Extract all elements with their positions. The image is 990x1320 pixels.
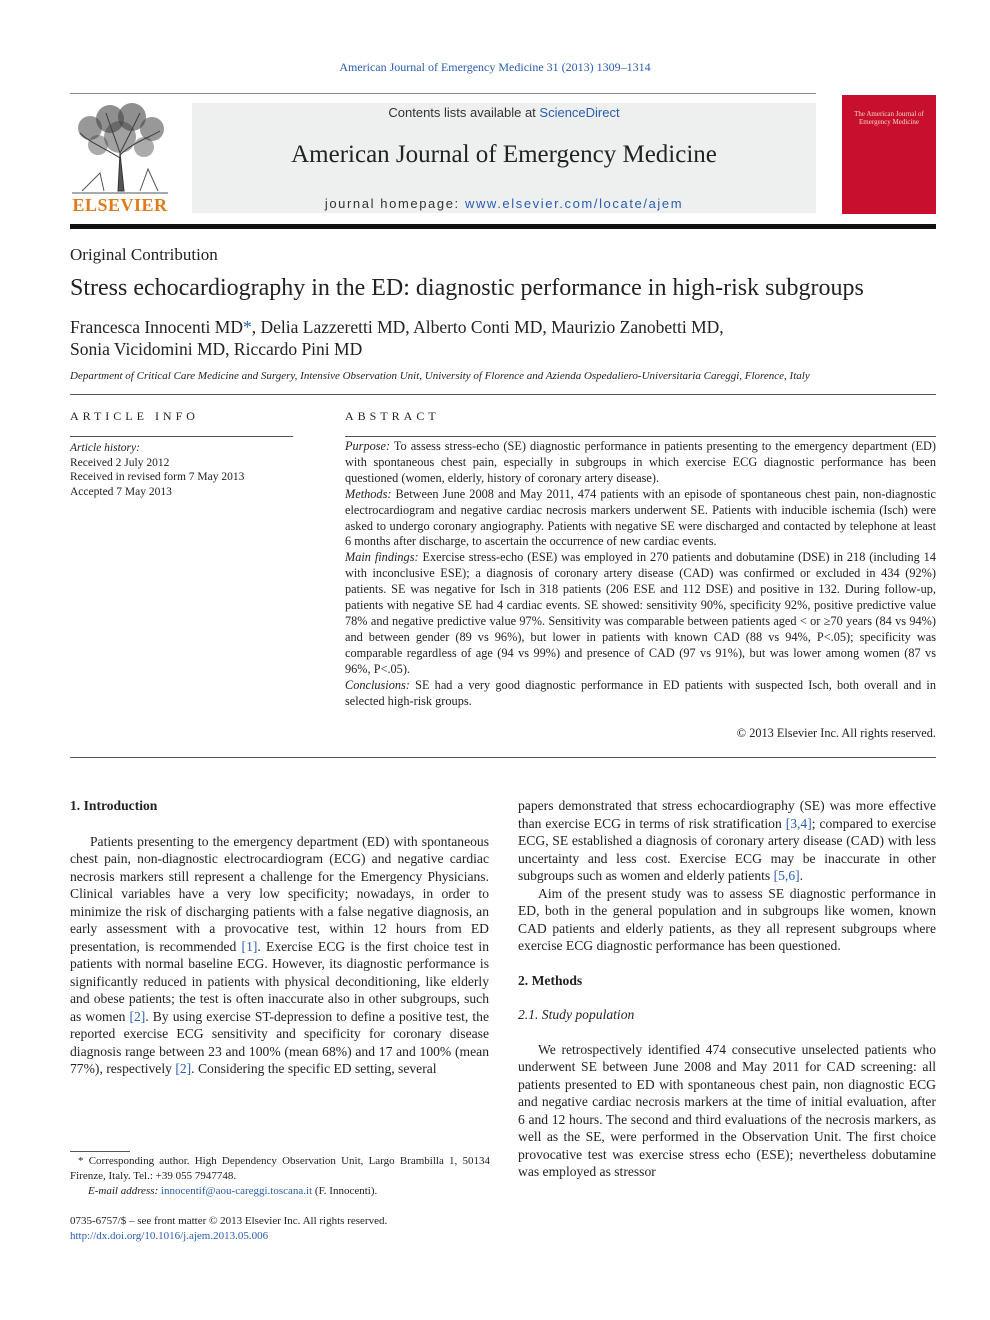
homepage-link[interactable]: www.elsevier.com/locate/ajem	[464, 196, 684, 211]
author-email-link[interactable]: innocentif@aou-careggi.toscana.it	[160, 1185, 313, 1197]
article-title: Stress echocardiography in the ED: diagnostic performance in high-risk subgroups	[70, 275, 864, 301]
doi-link[interactable]: http://dx.doi.org/10.1016/j.ajem.2013.05.006	[70, 1229, 269, 1242]
article-history: Article history: Received 2 July 2012 Received in revised form 7 May 2013 Accepted 7 May 2013	[70, 442, 245, 498]
right-column	[518, 797, 936, 1181]
abstract-findings: Main findings: Exercise stress-echo (ESE) was employed in 270 patients and dobutamine (DSE) in 218 (including 14 with inconclusive ESE); a diagnosis of coronary artery disease (CAD) was confirmed or excluded in 434 (92%) patients. SE was negative for Isch in 318 patients (206 ESE and 112 DSE) and positive in 132. During follow-up, patients with negative SE had 4 cardiac events. SE showed: sensitivity 90%, specificity 92%, positive predictive value 78% and negative predictive value 97%. Sensitivity was comparable between patients aged < or ≥70 years (84 vs 94%) and between gender (89 vs 96%), but lower in patients with known CAD (88 vs 94%, P<.05); specificity was comparable regardless of age (94 vs 99%) and presence of CAD (97 vs 91%), but was lower among women (87 vs 96%, P<.05).	[345, 550, 936, 676]
body-paragraph: We retrospectively identified 474 consecutive unselected patients who underwent SE between June 2008 and May 2011 for CAD screening: all patients presented to ED with spontaneous chest pain, non diagnostic ECG and negative cardiac necrosis markers at the time of initial evaluation, after 6 and 12 hours. The second and third evaluations of the necrosis markers, as well as the SE, were performed in the Observation Unit. The first choice provocative test was exercise stress echo (ESE); nevertheless dobutamine was employed as stressor	[518, 1041, 936, 1179]
intro-paragraph: Patients presenting to the emergency department (ED) with spontaneous chest pain, non-diagnostic electrocardiogram (ECG) and negative cardiac necrosis markers still represent a challenge for the Emergency Physicians. Clinical variables have a very low specificity; nowadays, in order to minimize the risk of discharging patients with a false negative diagnosis, an early assessment with a provocative test, within 12 hours from ED presentation, is recommended [1]. Exercise ECG is the first choice test in patients with normal baseline ECG. However, its diagnostic performance is significantly reduced in patients with physical deconditioning, like elderly and obese patients; the test is often inaccurate also in other subgroups, such as women [2]. By using exercise ST-depression to define a positive test, the reported exercise ECG sensitivity and specificity for coronary disease diagnosis range between 23 and 100% (mean 68%) and 17 and 100% (mean 77%), respectively [2]. Considering the specific ED setting, several	[70, 833, 490, 1076]
ref-link[interactable]: [2]	[175, 1061, 192, 1076]
study-population-heading: 2.1. Study population	[518, 1007, 635, 1022]
corresponding-author-mark[interactable]: *	[243, 317, 252, 337]
header-thick-rule	[70, 224, 936, 229]
divider	[70, 394, 936, 395]
abstract-heading: ABSTRACT	[345, 409, 440, 423]
ref-link[interactable]: [1]	[241, 938, 258, 954]
affiliation: Department of Critical Care Medicine and Surgery, Intensive Observation Unit, University of Florence and Azienda Ospedaliero-Universitaria Careggi, Florence, Italy	[70, 370, 810, 382]
footnote-rule	[70, 1151, 130, 1152]
methods-heading: 2. Methods	[518, 972, 583, 988]
intro-heading: 1. Introduction	[70, 798, 158, 813]
abstract-copyright: © 2013 Elsevier Inc. All rights reserved.	[736, 726, 936, 740]
ref-link[interactable]: [5,6]	[773, 868, 800, 883]
journal-title: American Journal of Emergency Medicine	[291, 141, 717, 168]
corresponding-footnote: * Corresponding author. High Dependency Observation Unit, Largo Brambilla 1, 50134 Firenze, Italy. Tel.: +39 055 7947748. E-mail address: innocentif@aou-careggi.toscana.it (F. Innocenti).	[70, 1155, 490, 1197]
abstract-methods: Methods: Between June 2008 and May 2011, 474 patients with an episode of spontaneous chest pain, non-diagnostic electrocardiogram and negative cardiac necrosis markers underwent SE. Patients with inducible ischemia (Isch) were asked to undergo coronary angiography. Patients with negative SE were discharged and contacted by telephone at least 6 months after discharge, to ascertain the occurrence of new cardiac events.	[345, 486, 936, 549]
journal-citation[interactable]: American Journal of Emergency Medicine 31 (2013) 1309–1314	[339, 60, 651, 74]
article-info-rule	[70, 436, 293, 437]
elsevier-wordmark: ELSEVIER	[72, 195, 168, 215]
abstract-rule	[345, 436, 936, 437]
body-paragraph: Aim of the present study was to assess SE diagnostic performance in ED, both in the general population and in subgroups like women, known CAD patients and elderly patients, as they all represent subgroups where exercise ECG diagnostic performance has been questioned.	[518, 885, 936, 953]
article-info-heading: ARTICLE INFO	[70, 409, 199, 423]
abstract-body	[345, 439, 936, 709]
sciencedirect-link[interactable]: ScienceDirect	[539, 105, 620, 120]
contents-line: Contents lists available at ScienceDirect	[388, 105, 620, 120]
journal-cover-text: The American Journal of Emergency Medicine	[854, 110, 924, 126]
journal-homepage: journal homepage: www.elsevier.com/locate/ajem	[324, 196, 684, 211]
left-column	[70, 797, 489, 1078]
divider	[70, 757, 936, 758]
body-paragraph: papers demonstrated that stress echocardiography (SE) was more effective than exercise ECG in terms of risk stratification [3,4]; compared to exercise ECG, SE established a diagnosis of coronary artery disease (CAD) with less uncertainty and less cost. Exercise ECG may be inaccurate in other subgroups such as women and elderly patients [5,6].	[518, 798, 936, 883]
ref-link[interactable]: [3,4]	[785, 815, 812, 831]
abstract-conclusions: Conclusions: SE had a very good diagnostic performance in ED patients with suspected Isch, both overall and in selected high-risk groups.	[345, 677, 936, 708]
author-list: Francesca Innocenti MD*, Delia Lazzeretti MD, Alberto Conti MD, Maurizio Zanobetti MD, Sonia Vicidomini MD, Riccardo Pini MD	[70, 317, 724, 359]
article-type: Original Contribution	[70, 245, 218, 264]
ref-link[interactable]: [2]	[129, 1008, 146, 1024]
abstract-purpose: Purpose: To assess stress-echo (SE) diagnostic performance in patients presenting to the emergency department (ED) with spontaneous chest pain, especially in subgroups in which exercise ECG diagnostic performance has been questioned (women, elderly, history of coronary artery disease).	[345, 439, 936, 485]
issn-block: 0735-6757/$ – see front matter © 2013 Elsevier Inc. All rights reserved. http://dx.doi.org/10.1016/j.ajem.2013.05.006	[70, 1215, 388, 1242]
header-rule	[70, 93, 816, 94]
